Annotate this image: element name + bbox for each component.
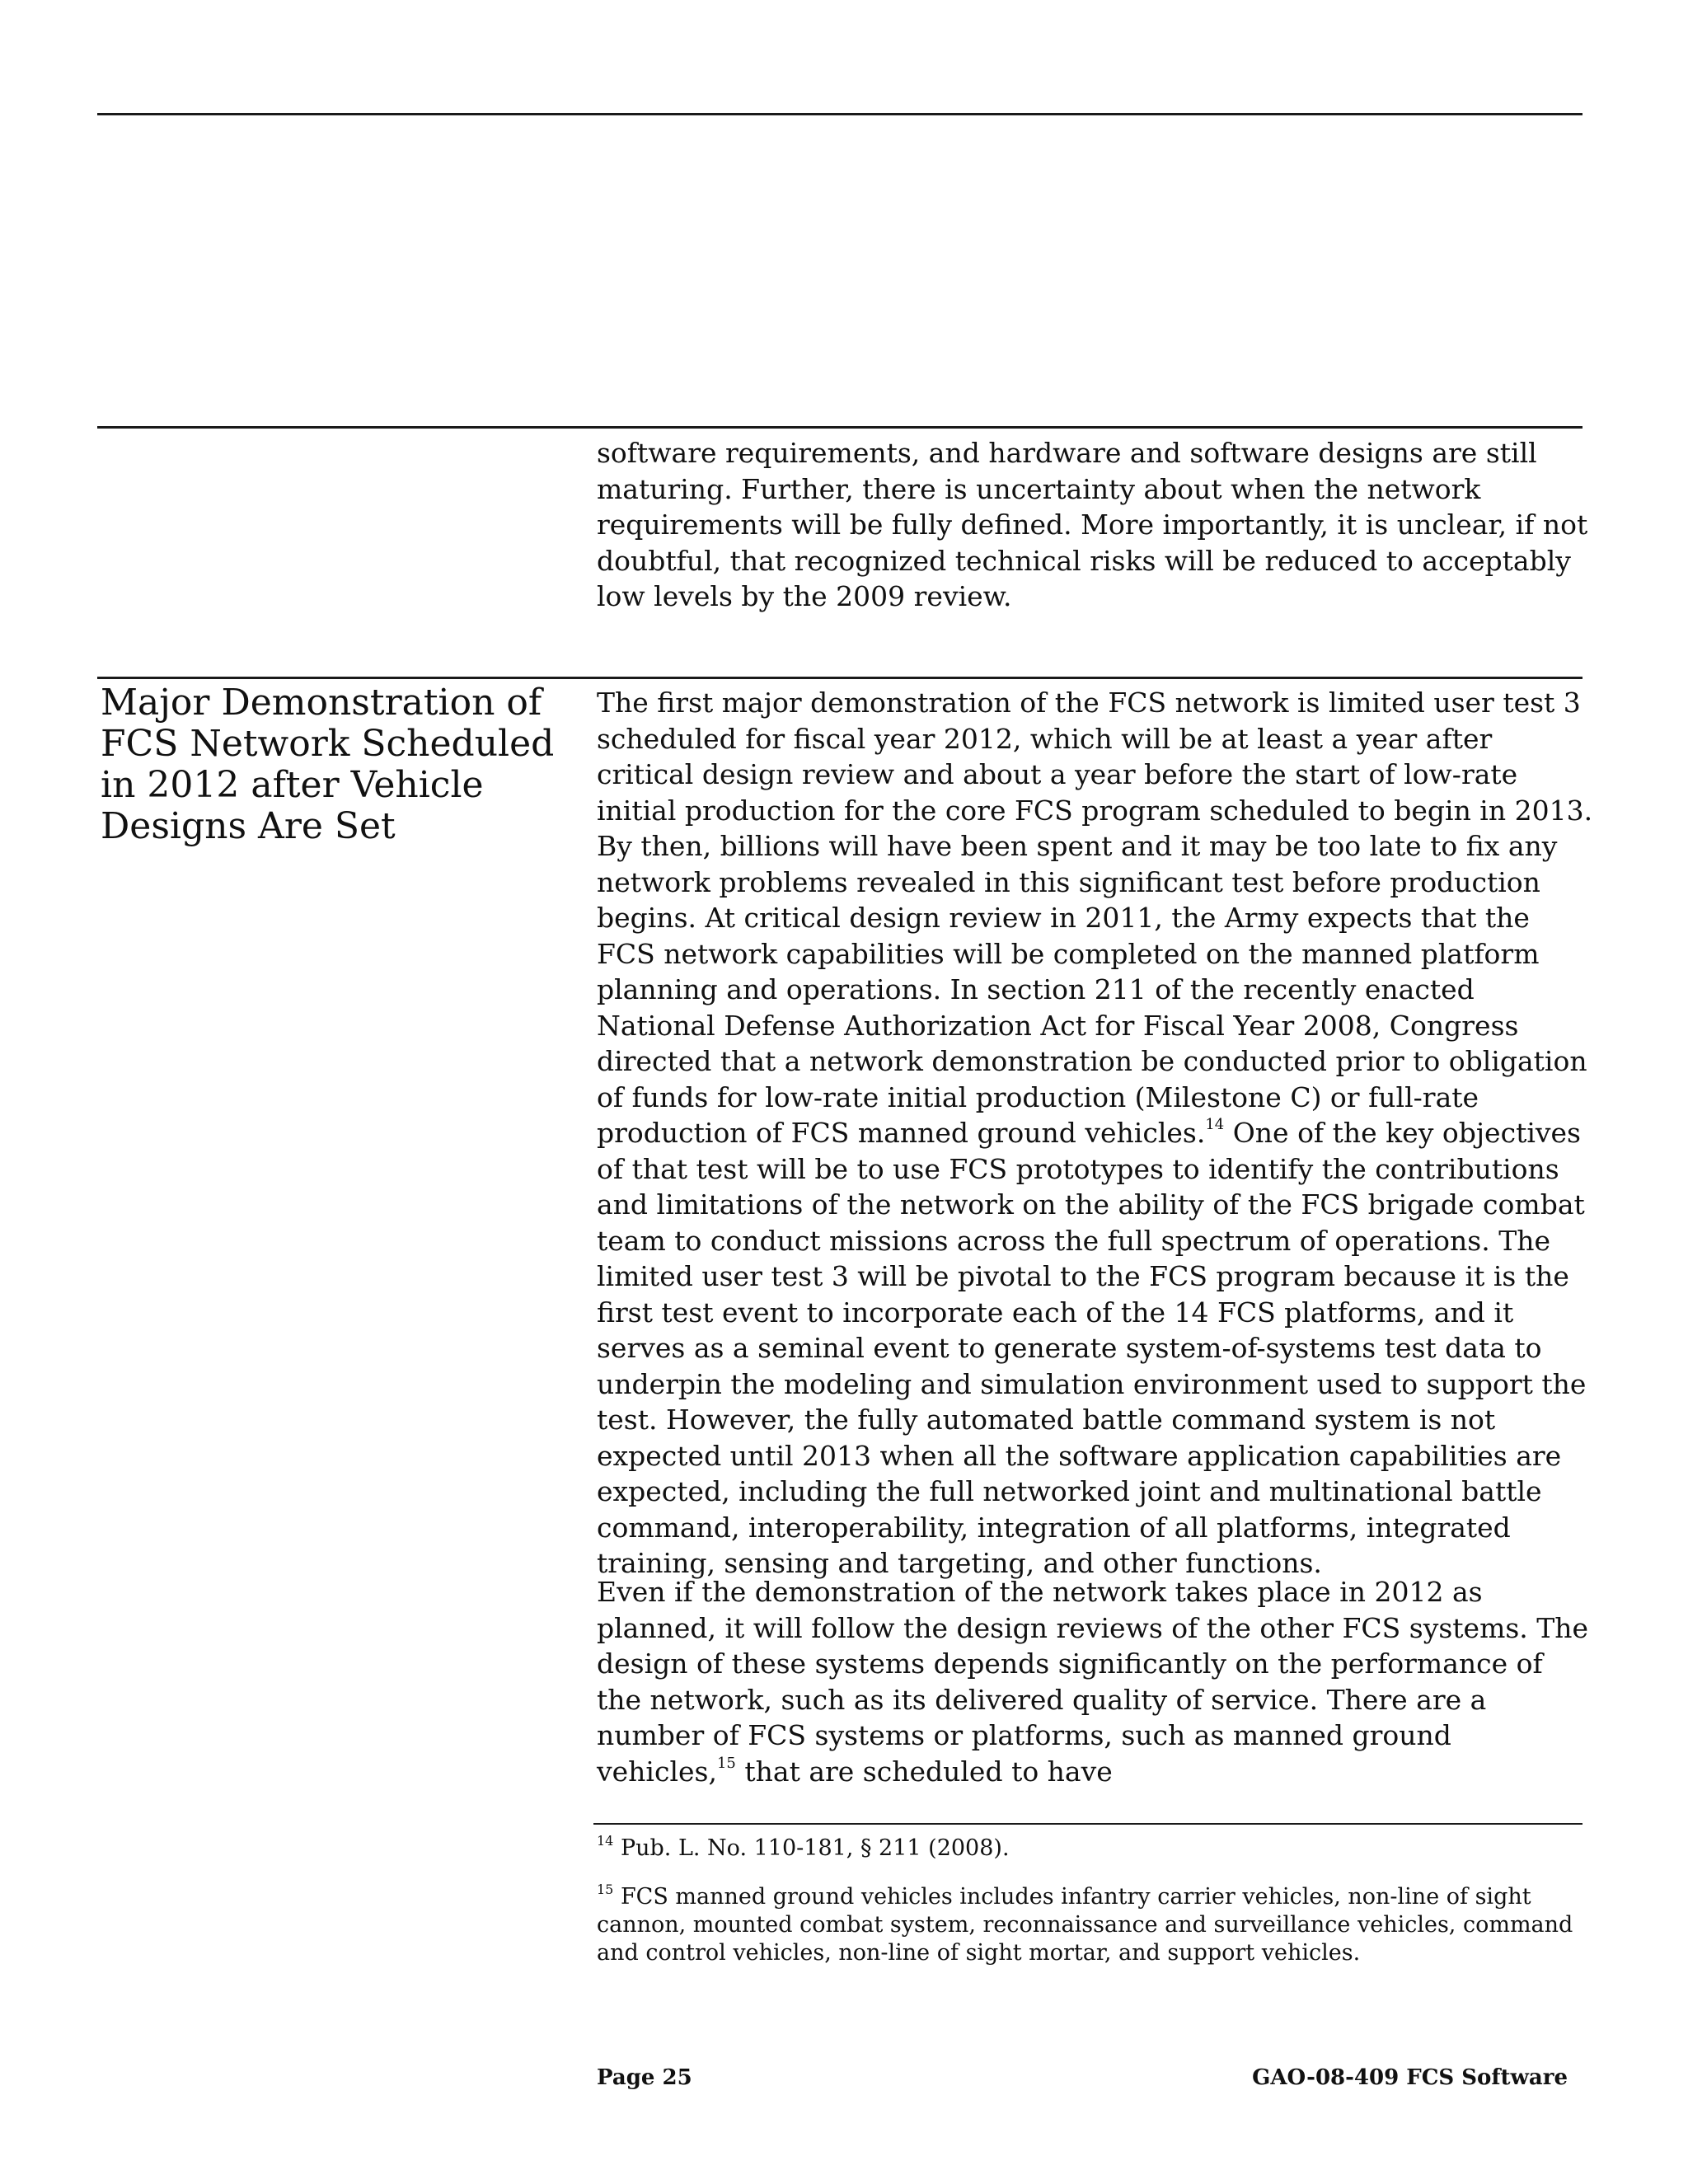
- section-rule-1: [97, 426, 1582, 429]
- paragraph-2-text-b: that are scheduled to have: [735, 1755, 1113, 1788]
- footnote-14-text: Pub. L. No. 110-181, § 211 (2008).: [613, 1835, 1010, 1861]
- section-heading: Major Demonstration of FCS Network Scheduled in 2012 after Vehicle Designs Are Set: [101, 682, 555, 847]
- page-number: Page 25: [597, 2065, 692, 2090]
- footnote-number-15: 15: [597, 1882, 614, 1897]
- footnote-15: [597, 1883, 1594, 1967]
- footnote-14: [597, 1835, 1594, 1863]
- footnote-15-text: FCS manned ground vehicles includes infantry carrier vehicles, non-line of sight cannon, mounted combat system, reconnaissance and surveillance vehicles, command and control vehicles, non-line of sight mortar, and support vehicles.: [597, 1884, 1573, 1966]
- paragraph-1-text-a: The first major demonstration of the FCS network is limited user test 3 scheduled for fiscal year 2012, which will be at least a year after critical design review and about a year before the start of low-rate initial production for the core FCS program scheduled to begin in 2013. By then, billions will have been spent and it may be too late to fix any network problems revealed in this significant test before production begins. At critical design review in 2011, the Army expects that the FCS network capabilities will be completed on the manned platform planning and operations. In section 211 of the recently enacted National Defense Authorization Act for Fiscal Year 2008, Congress directed that a network demonstration be conducted prior to obligation of funds for low-rate initial production (Milestone C) or full-rate production of FCS manned ground vehicles.: [597, 687, 1593, 1149]
- continued-paragraph: software requirements, and hardware and software designs are still maturing. Further, there is uncertainty about when the network requirements will be fully defined. More importantly, it is unclear, if not doubtful, that recognized technical risks will be reduced to acceptably low levels by the 2009 review.: [597, 437, 1588, 612]
- footnote-rule: [593, 1823, 1582, 1825]
- report-identifier: GAO-08-409 FCS Software: [1252, 2065, 1568, 2090]
- paragraph-1-text-b: One of the key objectives of that test will be to use FCS prototypes to identify the contributions and limitations of the network on the ability of the FCS brigade combat team to conduct missions across the full spectrum of operations. The limited user test 3 will be pivotal to the FCS program because it is the first test event to incorporate each of the 14 FCS platforms, and it serves as a seminal event to generate system-of-systems test data to underpin the modeling and simulation environment used to support the test. However, the fully automated battle command system is not expected until 2013 when all the software application capabilities are expected, including the full networked joint and multinational battle command, interoperability, integration of all platforms, integrated training, sensing and targeting, and other functions.: [597, 1117, 1587, 1579]
- top-rule: [97, 113, 1582, 115]
- paragraph-2-text-a: Even if the demonstration of the network takes place in 2012 as planned, it will follow the design reviews of the other FCS systems. The design of these systems depends significantly on the performance of the network, such as its delivered quality of service. There are a number of FCS systems or platforms, such as manned ground vehicles,: [597, 1576, 1589, 1788]
- footnote-ref-14[interactable]: 14: [1205, 1116, 1225, 1133]
- body-paragraph-1: [597, 685, 1594, 1582]
- body-paragraph-2: [597, 1574, 1594, 1789]
- footnote-ref-15[interactable]: 15: [716, 1754, 736, 1772]
- section-rule-2: [97, 677, 1582, 679]
- footnote-number-14: 14: [597, 1833, 614, 1849]
